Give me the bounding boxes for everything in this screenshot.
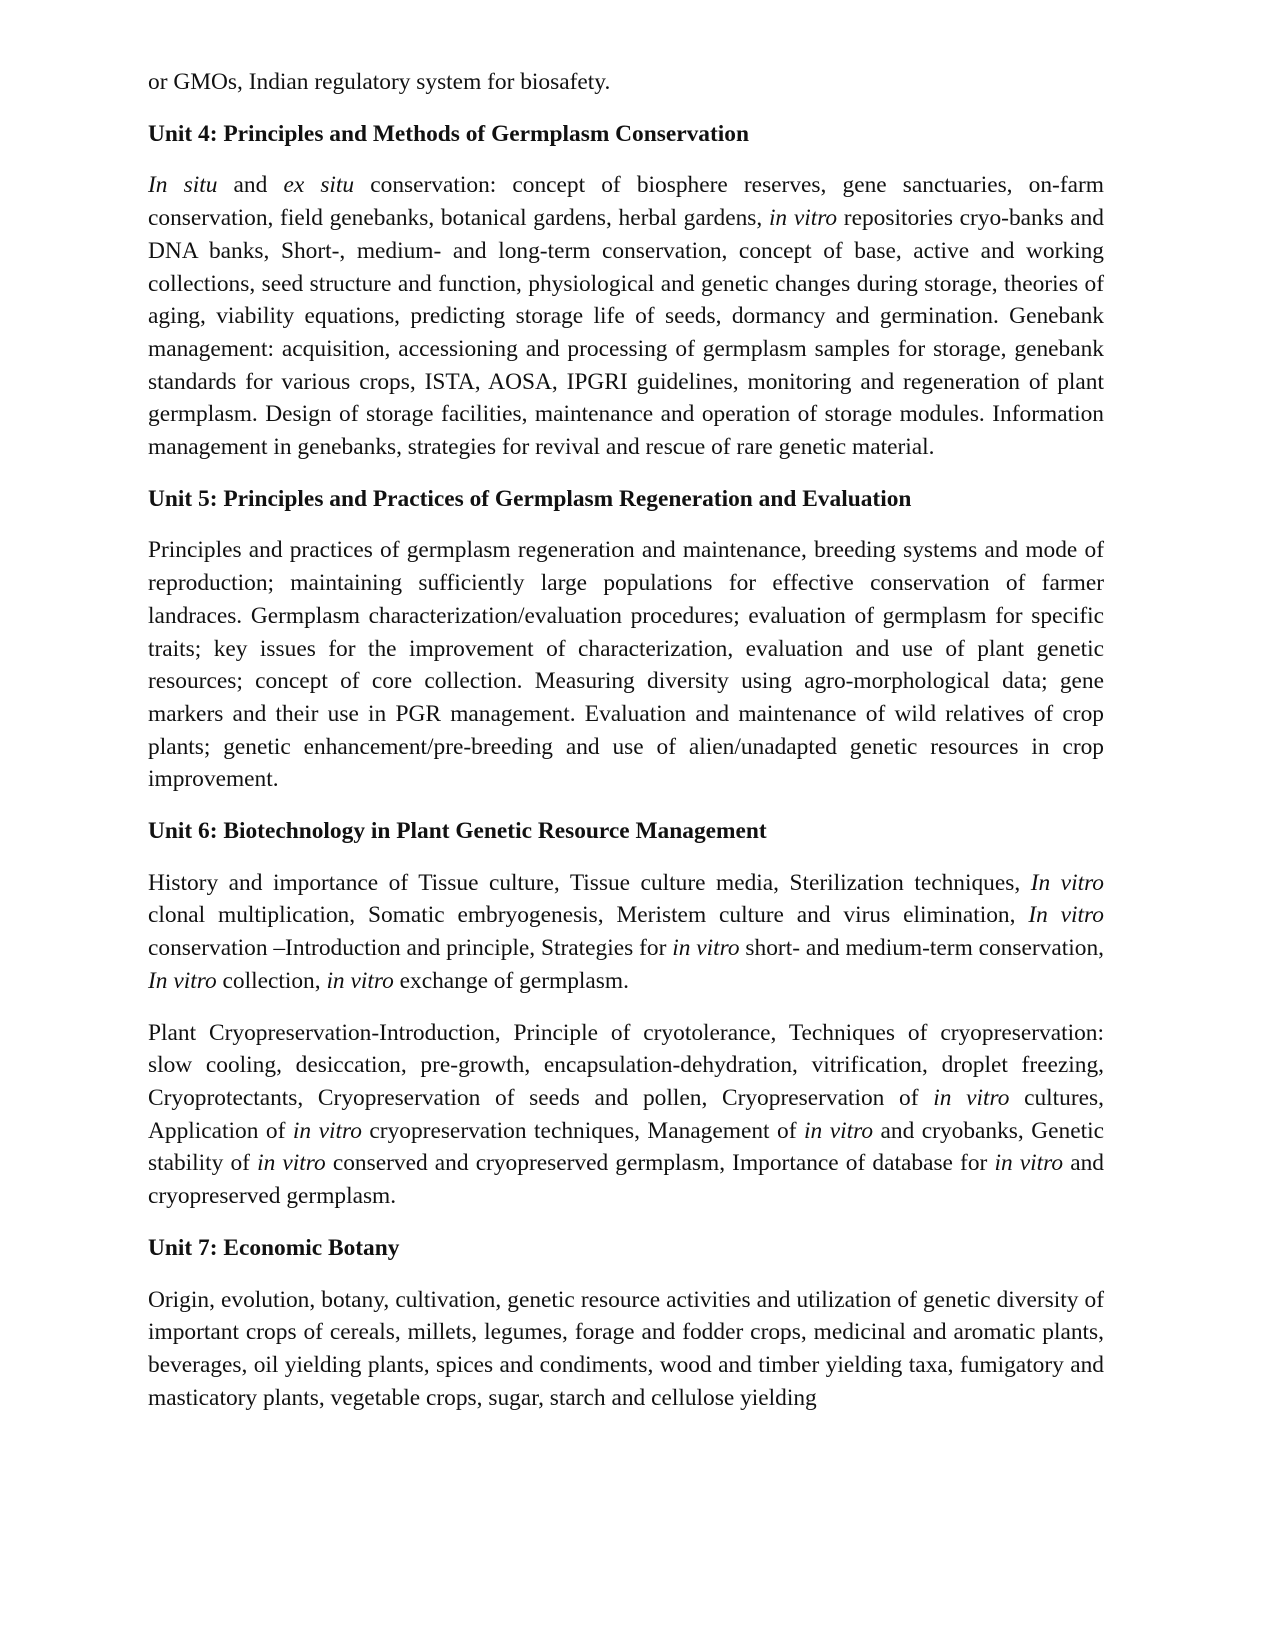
text-run: repositories cryo-banks and DNA banks, Short-, medium- and long-term conservation, concept of base, active and working collections, seed structure and function, physiological and genetic changes during storage, theories of aging, viability equations, predicting storage life of seeds, dormancy and germination. Genebank management: acquisition, accessioning and processing of germplasm samples for storage, genebank standards for various crops, ISTA, AOSA, IPGRI guidelines, monitoring and regeneration of plant germplasm. Design of storage facilities, maintenance and operation of storage modules. Information management in genebanks, strategies for revival and rescue of rare genetic material. [148,205,1104,461]
unit-7-heading: Unit 7: Economic Botany [148,1234,400,1261]
text-run: and cryopreserved germplasm. [148,1150,1104,1210]
document-page [148,66,1104,1433]
italic-term: in vitro [994,1150,1064,1177]
text-run: cultures, Application of [148,1084,1104,1144]
unit-4-heading: Unit 4: Principles and Methods of Germplasm Conservation [148,120,749,147]
italic-term: ex situ [283,172,355,199]
unit-5-body [148,534,1104,796]
intro-continuation [148,66,1104,99]
text-run: and [217,172,284,199]
text-run: collection, [216,967,327,994]
italic-term: in vitro [672,935,740,962]
text-run: exchange of germplasm. [393,967,629,994]
text-run: conserved and cryopreserved germplasm, Importance of database for [325,1150,995,1177]
text-run: Origin, evolution, botany, cultivation, genetic resource activities and utilization of genetic diversity of important crops of cereals, millets, legumes, forage and fodder crops, medicinal and aromatic plants, beverages, oil yielding plants, spices and condiments, wood and timber yielding taxa, fumigatory and masticatory plants, vegetable crops, sugar, starch and cellulose yielding [148,1286,1104,1411]
text-run: conservation –Introduction and principle, Strategies for [148,935,673,962]
unit-6-heading: Unit 6: Biotechnology in Plant Genetic Resource Management [148,818,767,845]
unit-5-heading: Unit 5: Principles and Practices of Germplasm Regeneration and Evaluation [148,485,912,512]
text-run: Principles and practices of germplasm regeneration and maintenance, breeding systems and mode of reproduction; maintaining sufficiently large populations for effective conservation of farmer landraces. Germplasm characterization/evaluation procedures; evaluation of germplasm for specific traits; key issues for the improvement of characterization, evaluation and use of plant genetic resources; concept of core collection. Measuring diversity using agro-morphological data; gene markers and their use in PGR management. Evaluation and maintenance of wild relatives of crop plants; genetic enhancement/pre-breeding and use of alien/unadapted genetic resources in crop improvement. [148,537,1104,793]
italic-term: In vitro [1028,902,1104,929]
unit-4-body [148,169,1104,463]
unit-7-body [148,1284,1104,1415]
text-run: clonal multiplication, Somatic embryogenesis, Meristem culture and virus elimination, [148,902,1029,929]
text-run: conservation: concept of biosphere reserves, gene sanctuaries, on-farm conservation, field genebanks, botanical gardens, herbal gardens, [148,172,1104,232]
italic-term: In situ [148,172,218,199]
unit-6-body-cryopreservation [148,1017,1104,1213]
italic-term: in vitro [257,1150,326,1177]
italic-term: in vitro [768,205,838,232]
italic-term: In vitro [1030,869,1104,896]
unit-6-body-tissue-culture [148,867,1104,998]
text-run: or GMOs, Indian regulatory system for biosafety. [148,69,611,95]
italic-term: in vitro [292,1117,362,1144]
text-run: cryopreservation techniques, Management of [361,1117,805,1144]
italic-term: In vitro [148,967,217,994]
italic-term: in vitro [933,1084,1010,1111]
text-run: Plant Cryopreservation-Introduction, Principle of cryotolerance, Techniques of cryopreservation: slow cooling, desiccation, pre-growth, encapsulation-dehydration, vitrification, droplet freezing, Cryoprotectants, Cryopreservation of seeds and pollen, Cryopreservation of [148,1019,1104,1111]
text-run: short- and medium-term conservation, [739,935,1104,962]
italic-term: in vitro [326,967,394,994]
text-run: History and importance of Tissue culture, Tissue culture media, Sterilization techniques, [148,869,1031,896]
text-run: and cryobanks, Genetic stability of [148,1117,1104,1177]
italic-term: in vitro [804,1117,874,1144]
